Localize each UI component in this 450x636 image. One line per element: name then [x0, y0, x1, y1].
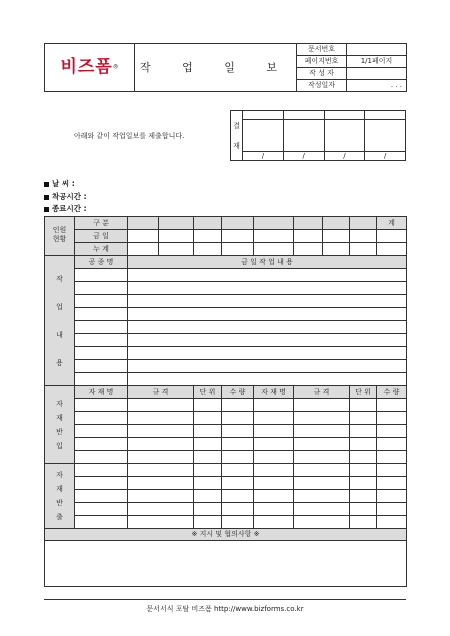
work-content-cell[interactable]	[128, 334, 407, 347]
logo-text: 비즈폼	[60, 57, 113, 77]
mat-cell[interactable]	[350, 425, 377, 438]
mat-cell[interactable]	[75, 451, 128, 464]
work-content-cell[interactable]	[128, 360, 407, 373]
workforce-cat-2	[159, 217, 194, 230]
work-content-cell[interactable]	[128, 321, 407, 334]
bullet-square-icon	[44, 207, 49, 212]
workforce-cumulative-label: 누 계	[75, 243, 128, 256]
mat-cell[interactable]	[254, 438, 294, 451]
mat-cell[interactable]	[75, 516, 128, 529]
mat-cell[interactable]	[194, 516, 222, 529]
mat-cell[interactable]	[377, 490, 407, 503]
materials-header-name: 자 재 명	[75, 386, 128, 399]
mat-cell[interactable]	[294, 412, 350, 425]
approver-title-3[interactable]	[324, 111, 365, 120]
approver-date-3[interactable]: /	[324, 152, 365, 161]
workforce-cell[interactable]	[254, 230, 294, 243]
work-type-cell[interactable]	[75, 282, 128, 295]
mat-out-char-4: 출	[56, 513, 63, 521]
work-type-cell[interactable]	[75, 334, 128, 347]
approver-sign-2[interactable]	[283, 120, 324, 152]
author-label: 작 성 자	[297, 68, 347, 80]
workforce-cat-5	[254, 217, 294, 230]
mat-cell[interactable]	[194, 425, 222, 438]
workforce-cat-6	[294, 217, 323, 230]
approval-label	[231, 111, 243, 161]
mat-cell[interactable]	[128, 425, 194, 438]
mat-cell[interactable]	[350, 477, 377, 490]
work-content-cell[interactable]	[128, 373, 407, 386]
workforce-cell[interactable]	[159, 243, 194, 256]
mat-cell[interactable]	[194, 490, 222, 503]
work-type-header: 공 종 명	[75, 256, 128, 269]
mat-cell[interactable]	[128, 412, 194, 425]
work-char-4: 용	[56, 358, 63, 367]
mat-cell[interactable]	[377, 438, 407, 451]
date-value[interactable]: . . .	[347, 80, 407, 92]
mat-cell[interactable]	[75, 503, 128, 516]
workforce-cell[interactable]	[294, 243, 323, 256]
title-text: 작 업 일 보	[140, 61, 291, 74]
mat-cell[interactable]	[75, 438, 128, 451]
mat-cell[interactable]	[128, 451, 194, 464]
work-type-cell[interactable]	[75, 321, 128, 334]
workforce-today-label: 금 일	[75, 230, 128, 243]
mat-cell[interactable]	[222, 399, 254, 412]
mat-out-char-3: 반	[56, 499, 63, 507]
mat-cell[interactable]	[128, 399, 194, 412]
work-char-1: 작	[56, 274, 63, 283]
workforce-section-label	[45, 217, 75, 256]
materials-header-qty: 수 량	[222, 386, 254, 399]
mat-cell[interactable]	[294, 399, 350, 412]
logo	[45, 44, 135, 92]
mat-cell[interactable]	[254, 516, 294, 529]
mat-cell[interactable]	[254, 490, 294, 503]
approval-label-top: 결	[233, 121, 240, 130]
mat-cell[interactable]	[350, 464, 377, 477]
mat-cell[interactable]	[194, 451, 222, 464]
mat-cell[interactable]	[350, 412, 377, 425]
mat-in-char-3: 반	[56, 427, 63, 436]
submit-statement: 아래와 같이 작업일보를 제출합니다.	[74, 132, 185, 140]
mat-cell[interactable]	[294, 477, 350, 490]
workforce-cell[interactable]	[377, 243, 407, 256]
work-type-cell[interactable]	[75, 360, 128, 373]
mat-in-char-2: 재	[56, 413, 63, 422]
mat-cell[interactable]	[194, 412, 222, 425]
materials-header-qty-2: 수 량	[377, 386, 407, 399]
mat-cell[interactable]	[377, 412, 407, 425]
mat-cell[interactable]	[294, 425, 350, 438]
approver-sign-1[interactable]	[243, 120, 284, 152]
materials-header-spec: 규 격	[128, 386, 194, 399]
approver-title-2[interactable]	[283, 111, 324, 120]
registered-mark: ®	[112, 64, 119, 71]
bullet-square-icon	[44, 182, 49, 187]
mat-cell[interactable]	[350, 451, 377, 464]
mat-cell[interactable]	[75, 477, 128, 490]
mat-cell[interactable]	[294, 490, 350, 503]
mat-cell[interactable]	[350, 399, 377, 412]
work-content-cell[interactable]	[128, 282, 407, 295]
page-number-value[interactable]: 1/1페이지	[347, 56, 407, 68]
mat-out-char-2: 재	[56, 485, 63, 493]
mat-cell[interactable]	[222, 412, 254, 425]
mat-cell[interactable]	[377, 464, 407, 477]
mat-cell[interactable]	[377, 503, 407, 516]
mat-cell[interactable]	[294, 464, 350, 477]
page-number-label: 페이지번호	[297, 56, 347, 68]
mat-cell[interactable]	[350, 503, 377, 516]
mat-cell[interactable]	[254, 412, 294, 425]
notes-header: ※ 지시 및 협의사항 ※	[45, 529, 407, 541]
workforce-cell[interactable]	[194, 230, 222, 243]
mat-cell[interactable]	[75, 399, 128, 412]
approver-title-4[interactable]	[365, 111, 406, 120]
document-header	[44, 43, 407, 92]
work-section-label	[45, 256, 75, 386]
mat-cell[interactable]	[377, 399, 407, 412]
bullet-square-icon	[44, 195, 49, 200]
weather-line	[44, 178, 75, 189]
mat-cell[interactable]	[75, 464, 128, 477]
workforce-cell[interactable]	[350, 243, 377, 256]
work-content-cell[interactable]	[128, 269, 407, 282]
end-time-line	[44, 203, 87, 214]
approver-sign-4[interactable]	[365, 120, 406, 152]
workforce-cell[interactable]	[222, 243, 254, 256]
mat-cell[interactable]	[222, 464, 254, 477]
materials-in-label	[45, 386, 75, 464]
work-type-cell[interactable]	[75, 295, 128, 308]
weather-label: 날 씨 :	[52, 179, 75, 188]
mat-cell[interactable]	[254, 425, 294, 438]
approver-title-1[interactable]	[243, 111, 284, 120]
author-value[interactable]	[347, 68, 407, 80]
workforce-cell[interactable]	[222, 230, 254, 243]
approver-date-2[interactable]: /	[283, 152, 324, 161]
mat-cell[interactable]	[294, 438, 350, 451]
mat-cell[interactable]	[222, 490, 254, 503]
mat-cell[interactable]	[222, 477, 254, 490]
workforce-cell[interactable]	[377, 230, 407, 243]
workforce-cat-7	[323, 217, 350, 230]
approval-label-bottom: 재	[233, 141, 240, 150]
mat-cell[interactable]	[128, 516, 194, 529]
work-content-cell[interactable]	[128, 347, 407, 360]
mat-cell[interactable]	[128, 490, 194, 503]
workforce-cat-4	[222, 217, 254, 230]
mat-cell[interactable]	[194, 464, 222, 477]
approver-sign-3[interactable]	[324, 120, 365, 152]
approver-date-4[interactable]: /	[365, 152, 406, 161]
mat-cell[interactable]	[377, 477, 407, 490]
mat-cell[interactable]	[128, 477, 194, 490]
doc-number-label: 문서번호	[297, 44, 347, 56]
mat-cell[interactable]	[350, 490, 377, 503]
mat-cell[interactable]	[294, 451, 350, 464]
mat-cell[interactable]	[377, 451, 407, 464]
mat-cell[interactable]	[254, 477, 294, 490]
workforce-cell[interactable]	[194, 243, 222, 256]
mat-in-char-1: 자	[56, 399, 63, 408]
materials-header-name-2: 자 재 명	[254, 386, 294, 399]
workforce-cell[interactable]	[254, 243, 294, 256]
mat-cell[interactable]	[128, 438, 194, 451]
work-report-table	[44, 216, 407, 587]
mat-cell[interactable]	[75, 490, 128, 503]
mat-cell[interactable]	[254, 503, 294, 516]
mat-out-char-1: 자	[56, 471, 63, 479]
workforce-cell[interactable]	[159, 230, 194, 243]
work-content-cell[interactable]	[128, 295, 407, 308]
workforce-cell[interactable]	[323, 243, 350, 256]
workforce-section-text: 인원현황	[52, 226, 67, 243]
notes-content[interactable]	[45, 541, 407, 587]
start-time-label: 착공시간 :	[52, 192, 87, 201]
work-type-cell[interactable]	[75, 308, 128, 321]
end-time-label: 종료시간 :	[52, 204, 87, 213]
mat-cell[interactable]	[222, 503, 254, 516]
work-char-3: 내	[56, 330, 63, 339]
footer-text: 문서서식 포탈 비즈폼 http://www.bizforms.co.kr	[146, 605, 304, 613]
approver-date-1[interactable]: /	[243, 152, 284, 161]
mat-cell[interactable]	[350, 516, 377, 529]
mat-cell[interactable]	[377, 516, 407, 529]
materials-out-label	[45, 464, 75, 529]
work-content-header: 금 일 작 업 내 용	[128, 256, 407, 269]
mat-cell[interactable]	[75, 425, 128, 438]
start-time-line	[44, 191, 87, 202]
mat-cell[interactable]	[75, 412, 128, 425]
footer-divider	[44, 599, 406, 600]
materials-header-unit-2: 단 위	[350, 386, 377, 399]
work-type-cell[interactable]	[75, 347, 128, 360]
workforce-cat-3	[194, 217, 222, 230]
mat-cell[interactable]	[128, 503, 194, 516]
date-label: 작성일자	[297, 80, 347, 92]
workforce-row-header: 구 분	[75, 217, 128, 230]
mat-cell[interactable]	[194, 477, 222, 490]
approval-box	[230, 110, 406, 161]
workforce-cell[interactable]	[128, 230, 159, 243]
mat-cell[interactable]	[294, 503, 350, 516]
mat-cell[interactable]	[222, 425, 254, 438]
workforce-cell[interactable]	[323, 230, 350, 243]
mat-cell[interactable]	[128, 464, 194, 477]
workforce-total-header: 계	[377, 217, 407, 230]
workforce-cat-8	[350, 217, 377, 230]
materials-header-spec-2: 규 격	[294, 386, 350, 399]
mat-cell[interactable]	[222, 516, 254, 529]
mat-cell[interactable]	[377, 425, 407, 438]
work-char-2: 업	[56, 302, 63, 311]
work-content-cell[interactable]	[128, 308, 407, 321]
workforce-cell[interactable]	[294, 230, 323, 243]
mat-cell[interactable]	[254, 399, 294, 412]
work-type-cell[interactable]	[75, 373, 128, 386]
mat-cell[interactable]	[254, 464, 294, 477]
mat-cell[interactable]	[222, 451, 254, 464]
mat-cell[interactable]	[222, 438, 254, 451]
doc-number-value[interactable]	[347, 44, 407, 56]
mat-cell[interactable]	[194, 503, 222, 516]
mat-cell[interactable]	[194, 438, 222, 451]
workforce-cell[interactable]	[128, 243, 159, 256]
mat-cell[interactable]	[350, 438, 377, 451]
workforce-cell[interactable]	[350, 230, 377, 243]
document-title	[135, 44, 297, 92]
mat-cell[interactable]	[194, 399, 222, 412]
materials-header-unit: 단 위	[194, 386, 222, 399]
mat-cell[interactable]	[294, 516, 350, 529]
workforce-cat-1	[128, 217, 159, 230]
mat-cell[interactable]	[254, 451, 294, 464]
work-type-cell[interactable]	[75, 269, 128, 282]
mat-in-char-4: 입	[56, 441, 63, 450]
